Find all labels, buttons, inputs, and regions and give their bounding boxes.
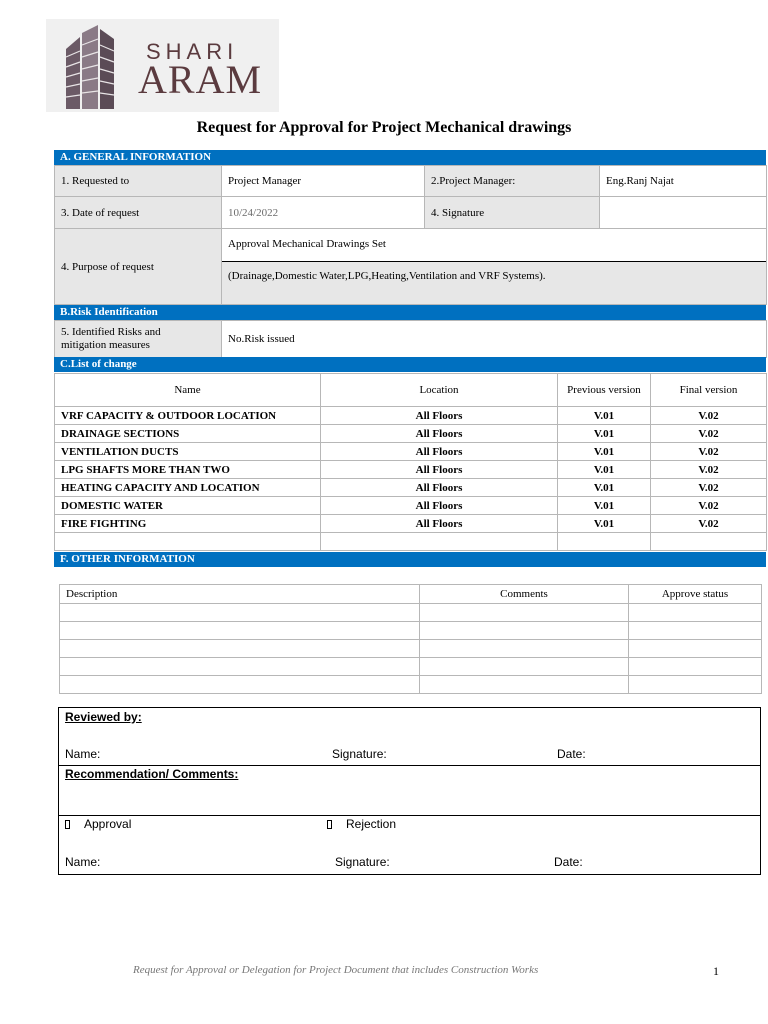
divider	[59, 765, 760, 766]
changes-table	[54, 373, 767, 551]
purpose-line-2: (Drainage,Domestic Water,LPG,Heating,Ventilation and VRF Systems).	[222, 262, 766, 304]
table-row	[55, 461, 767, 479]
table-row	[55, 479, 767, 497]
table-row	[60, 622, 762, 640]
table-row	[55, 443, 767, 461]
change-previous: V.01	[558, 479, 651, 497]
approver-name-label[interactable]: Name:	[65, 855, 101, 869]
change-final: V.02	[651, 479, 767, 497]
change-name: DRAINAGE SECTIONS	[55, 425, 321, 443]
checkbox-icon[interactable]	[327, 820, 332, 829]
change-location: All Floors	[321, 443, 558, 461]
table-row-empty	[55, 533, 767, 551]
logo-text-shari: SHARI	[146, 39, 239, 64]
change-name: LPG SHAFTS MORE THAN TWO	[55, 461, 321, 479]
recommendation-label: Recommendation/ Comments:	[65, 767, 239, 781]
reviewer-signature-label[interactable]: Signature:	[332, 747, 387, 761]
change-location: All Floors	[321, 515, 558, 533]
reviewed-by-label: Reviewed by:	[65, 710, 142, 724]
table-row	[55, 497, 767, 515]
change-previous: V.01	[558, 461, 651, 479]
divider	[59, 815, 760, 816]
requested-to-value[interactable]: Project Manager	[222, 166, 425, 197]
requested-to-label: 1. Requested to	[55, 166, 222, 197]
changes-header-location: Location	[321, 374, 558, 407]
company-logo	[46, 19, 279, 112]
change-final: V.02	[651, 425, 767, 443]
risk-label-line-1: 5. Identified Risks and	[61, 326, 161, 338]
changes-header-name: Name	[55, 374, 321, 407]
section-changes-header: C.List of change	[54, 357, 766, 372]
change-location: All Floors	[321, 407, 558, 425]
purpose-value[interactable]	[222, 229, 767, 305]
table-row	[60, 640, 762, 658]
purpose-line-1: Approval Mechanical Drawings Set	[222, 229, 766, 262]
table-row	[60, 658, 762, 676]
approval-label: Approval	[84, 817, 132, 831]
change-location: All Floors	[321, 425, 558, 443]
change-location: All Floors	[321, 497, 558, 515]
section-risk-header: B.Risk Identification	[54, 305, 766, 320]
change-name: VENTILATION DUCTS	[55, 443, 321, 461]
rejection-label: Rejection	[346, 817, 397, 831]
reviewer-date-label[interactable]: Date:	[557, 747, 586, 761]
risk-label	[55, 321, 222, 358]
change-previous: V.01	[558, 407, 651, 425]
change-final: V.02	[651, 515, 767, 533]
changes-header-final: Final version	[651, 374, 767, 407]
changes-header-previous: Previous version	[558, 374, 651, 407]
other-header-description: Description	[60, 585, 420, 604]
table-row	[60, 676, 762, 694]
approver-date-label[interactable]: Date:	[554, 855, 583, 869]
change-name: VRF CAPACITY & OUTDOOR LOCATION	[55, 407, 321, 425]
approval-option[interactable]	[65, 817, 131, 831]
approver-signature-label[interactable]: Signature:	[335, 855, 390, 869]
date-label: 3. Date of request	[55, 197, 222, 229]
change-name: HEATING CAPACITY AND LOCATION	[55, 479, 321, 497]
other-header-approve-status: Approve status	[629, 585, 762, 604]
table-row	[60, 604, 762, 622]
table-row	[55, 425, 767, 443]
change-previous: V.01	[558, 443, 651, 461]
rejection-option[interactable]	[327, 817, 396, 831]
change-final: V.02	[651, 443, 767, 461]
project-manager-value[interactable]: Eng.Ranj Najat	[600, 166, 767, 197]
change-previous: V.01	[558, 497, 651, 515]
logo-text-aram: ARAM	[138, 57, 263, 102]
risk-table	[54, 320, 767, 358]
table-row	[55, 515, 767, 533]
change-name: FIRE FIGHTING	[55, 515, 321, 533]
building-logo-icon	[58, 21, 138, 111]
change-previous: V.01	[558, 515, 651, 533]
general-info-table	[54, 165, 767, 305]
page-title: Request for Approval for Project Mechanical drawings	[196, 119, 572, 136]
signature-label: 4. Signature	[425, 197, 600, 229]
change-name: DOMESTIC WATER	[55, 497, 321, 515]
other-info-table	[59, 584, 762, 694]
checkbox-icon[interactable]	[65, 820, 70, 829]
project-manager-label: 2.Project Manager:	[425, 166, 600, 197]
other-header-comments: Comments	[420, 585, 629, 604]
change-final: V.02	[651, 407, 767, 425]
signature-value[interactable]	[600, 197, 767, 229]
date-value[interactable]: 10/24/2022	[222, 197, 425, 229]
table-row	[55, 407, 767, 425]
footer-text: Request for Approval or Delegation for Project Document that includes Construction Works	[133, 964, 539, 976]
section-general-header: A. GENERAL INFORMATION	[54, 150, 766, 165]
review-box	[58, 707, 761, 875]
risk-label-line-2: mitigation measures	[61, 339, 150, 351]
page-number: 1	[713, 964, 719, 978]
change-location: All Floors	[321, 461, 558, 479]
change-location: All Floors	[321, 479, 558, 497]
risk-value[interactable]: No.Risk issued	[222, 321, 767, 358]
change-previous: V.01	[558, 425, 651, 443]
purpose-label: 4. Purpose of request	[55, 229, 222, 305]
reviewer-name-label[interactable]: Name:	[65, 747, 101, 761]
change-final: V.02	[651, 461, 767, 479]
change-final: V.02	[651, 497, 767, 515]
section-other-header: F. OTHER INFORMATION	[54, 552, 766, 567]
